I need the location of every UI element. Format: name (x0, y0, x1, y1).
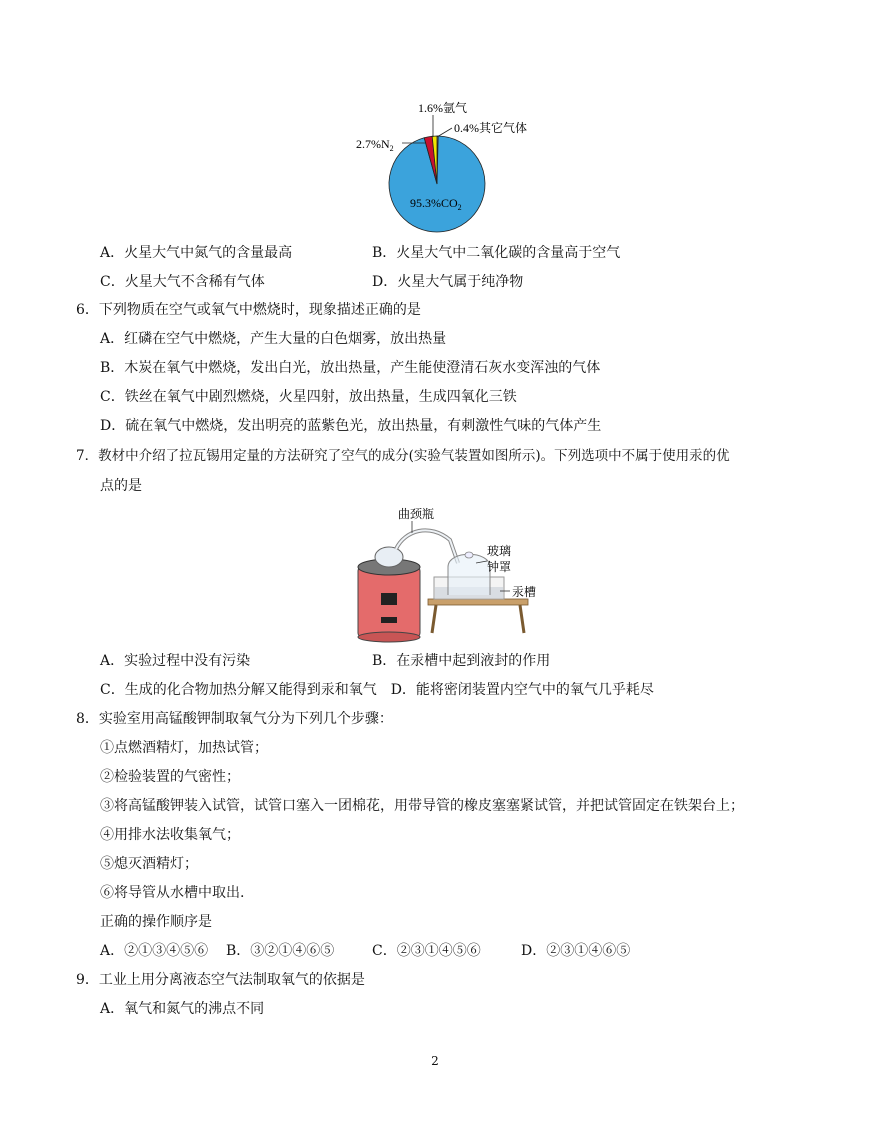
q8-prompt: 正确的操作顺序是 (100, 914, 212, 930)
q6-option-c: C．铁丝在氧气中剧烈燃烧，火星四射，放出热量，生成四氧化三铁 (100, 389, 517, 405)
q9-option-a: A．氧气和氮气的沸点不同 (100, 1001, 265, 1017)
q8-step-6: ⑥将导管从水槽中取出. (100, 885, 245, 901)
label-bell-jar-1: 玻璃 (487, 544, 512, 558)
furnace-door (381, 593, 397, 605)
mars-atmosphere-pie-chart (340, 95, 540, 235)
q5-option-d: D．火星大气属于纯净物 (372, 274, 524, 290)
q8-option-b: B．③②①④⑥⑤ (226, 943, 335, 959)
leader-line-other (437, 128, 452, 137)
q7-option-b: B．在汞槽中起到液封的作用 (372, 653, 551, 669)
q8-stem: 8．实验室用高锰酸钾制取氧气分为下列几个步骤： (76, 711, 393, 727)
label-other-gases: 0.4%其它气体 (454, 121, 527, 135)
pie-slices (389, 136, 485, 232)
q8-step-2: ②检验装置的气密性； (100, 769, 240, 785)
q7-option-cd: C．生成的化合物加热分解又能得到汞和氧气 D．能将密闭装置内空气中的氧气几乎耗尽 (100, 682, 654, 698)
label-argon: 1.6%氩气 (418, 101, 467, 115)
q8-option-d: D．②③①④⑥⑤ (521, 943, 631, 959)
q6-option-a: A．红磷在空气中燃烧，产生大量的白色烟雾，放出热量 (100, 331, 447, 347)
furnace-bottom (358, 632, 420, 642)
q7-stem-line1: 7．教材中介绍了拉瓦锡用定量的方法研究了空气的成分(实验气装置如图所示)。下列选项中不属于使用汞的优 (76, 448, 730, 464)
q6-option-b: B．木炭在氧气中燃烧，发出白光，放出热量，产生能使澄清石灰水变浑浊的气体 (100, 360, 601, 376)
q5-option-a: A．火星大气中氮气的含量最高 (100, 245, 293, 261)
bell-jar (448, 554, 490, 595)
q7-stem-line2: 点的是 (100, 478, 142, 494)
q5-option-b: B．火星大气中二氧化碳的含量高于空气 (372, 245, 621, 261)
label-bell-jar-2: 钟罩 (487, 560, 512, 574)
page-number: 2 (431, 1054, 439, 1068)
q6-stem: 6．下列物质在空气或氧气中燃烧时，现象描述正确的是 (76, 302, 421, 318)
q8-step-3: ③将高锰酸钾装入试管，试管口塞入一团棉花，用带导管的橡皮塞塞紧试管，并把试管固定在铁架台上； (100, 798, 744, 814)
bell-jar-knob (465, 552, 473, 558)
q8-step-1: ①点燃酒精灯，加热试管； (100, 740, 268, 756)
label-co2: $95.3\%CO_2$ (410, 196, 462, 212)
retort-flask (375, 547, 403, 567)
q9-stem: 9．工业上用分离液态空气法制取氧气的依据是 (76, 972, 365, 988)
label-trough: 汞槽 (512, 585, 537, 599)
table-top (428, 599, 528, 605)
q8-option-c: C．②③①④⑤⑥ (372, 943, 481, 959)
q7-option-a: A．实验过程中没有污染 (100, 653, 251, 669)
q8-step-5: ⑤熄灭酒精灯； (100, 856, 198, 872)
q6-option-d: D．硫在氧气中燃烧，发出明亮的蓝紫色光，放出热量，有刺激性气味的气体产生 (100, 418, 602, 434)
label-retort: 曲颈瓶 (398, 507, 435, 521)
table-leg-right (520, 605, 524, 633)
q8-step-4: ④用排水法收集氧气； (100, 827, 240, 843)
retort-neck (396, 530, 458, 563)
q8-option-a: A．②①③④⑤⑥ (100, 943, 209, 959)
q5-option-c: C．火星大气不含稀有气体 (100, 274, 265, 290)
label-n2: $2.7\%N_2$ (356, 137, 394, 153)
table-leg-left (432, 605, 436, 633)
furnace-vent (381, 617, 397, 623)
lavoisier-apparatus-figure (350, 505, 550, 645)
